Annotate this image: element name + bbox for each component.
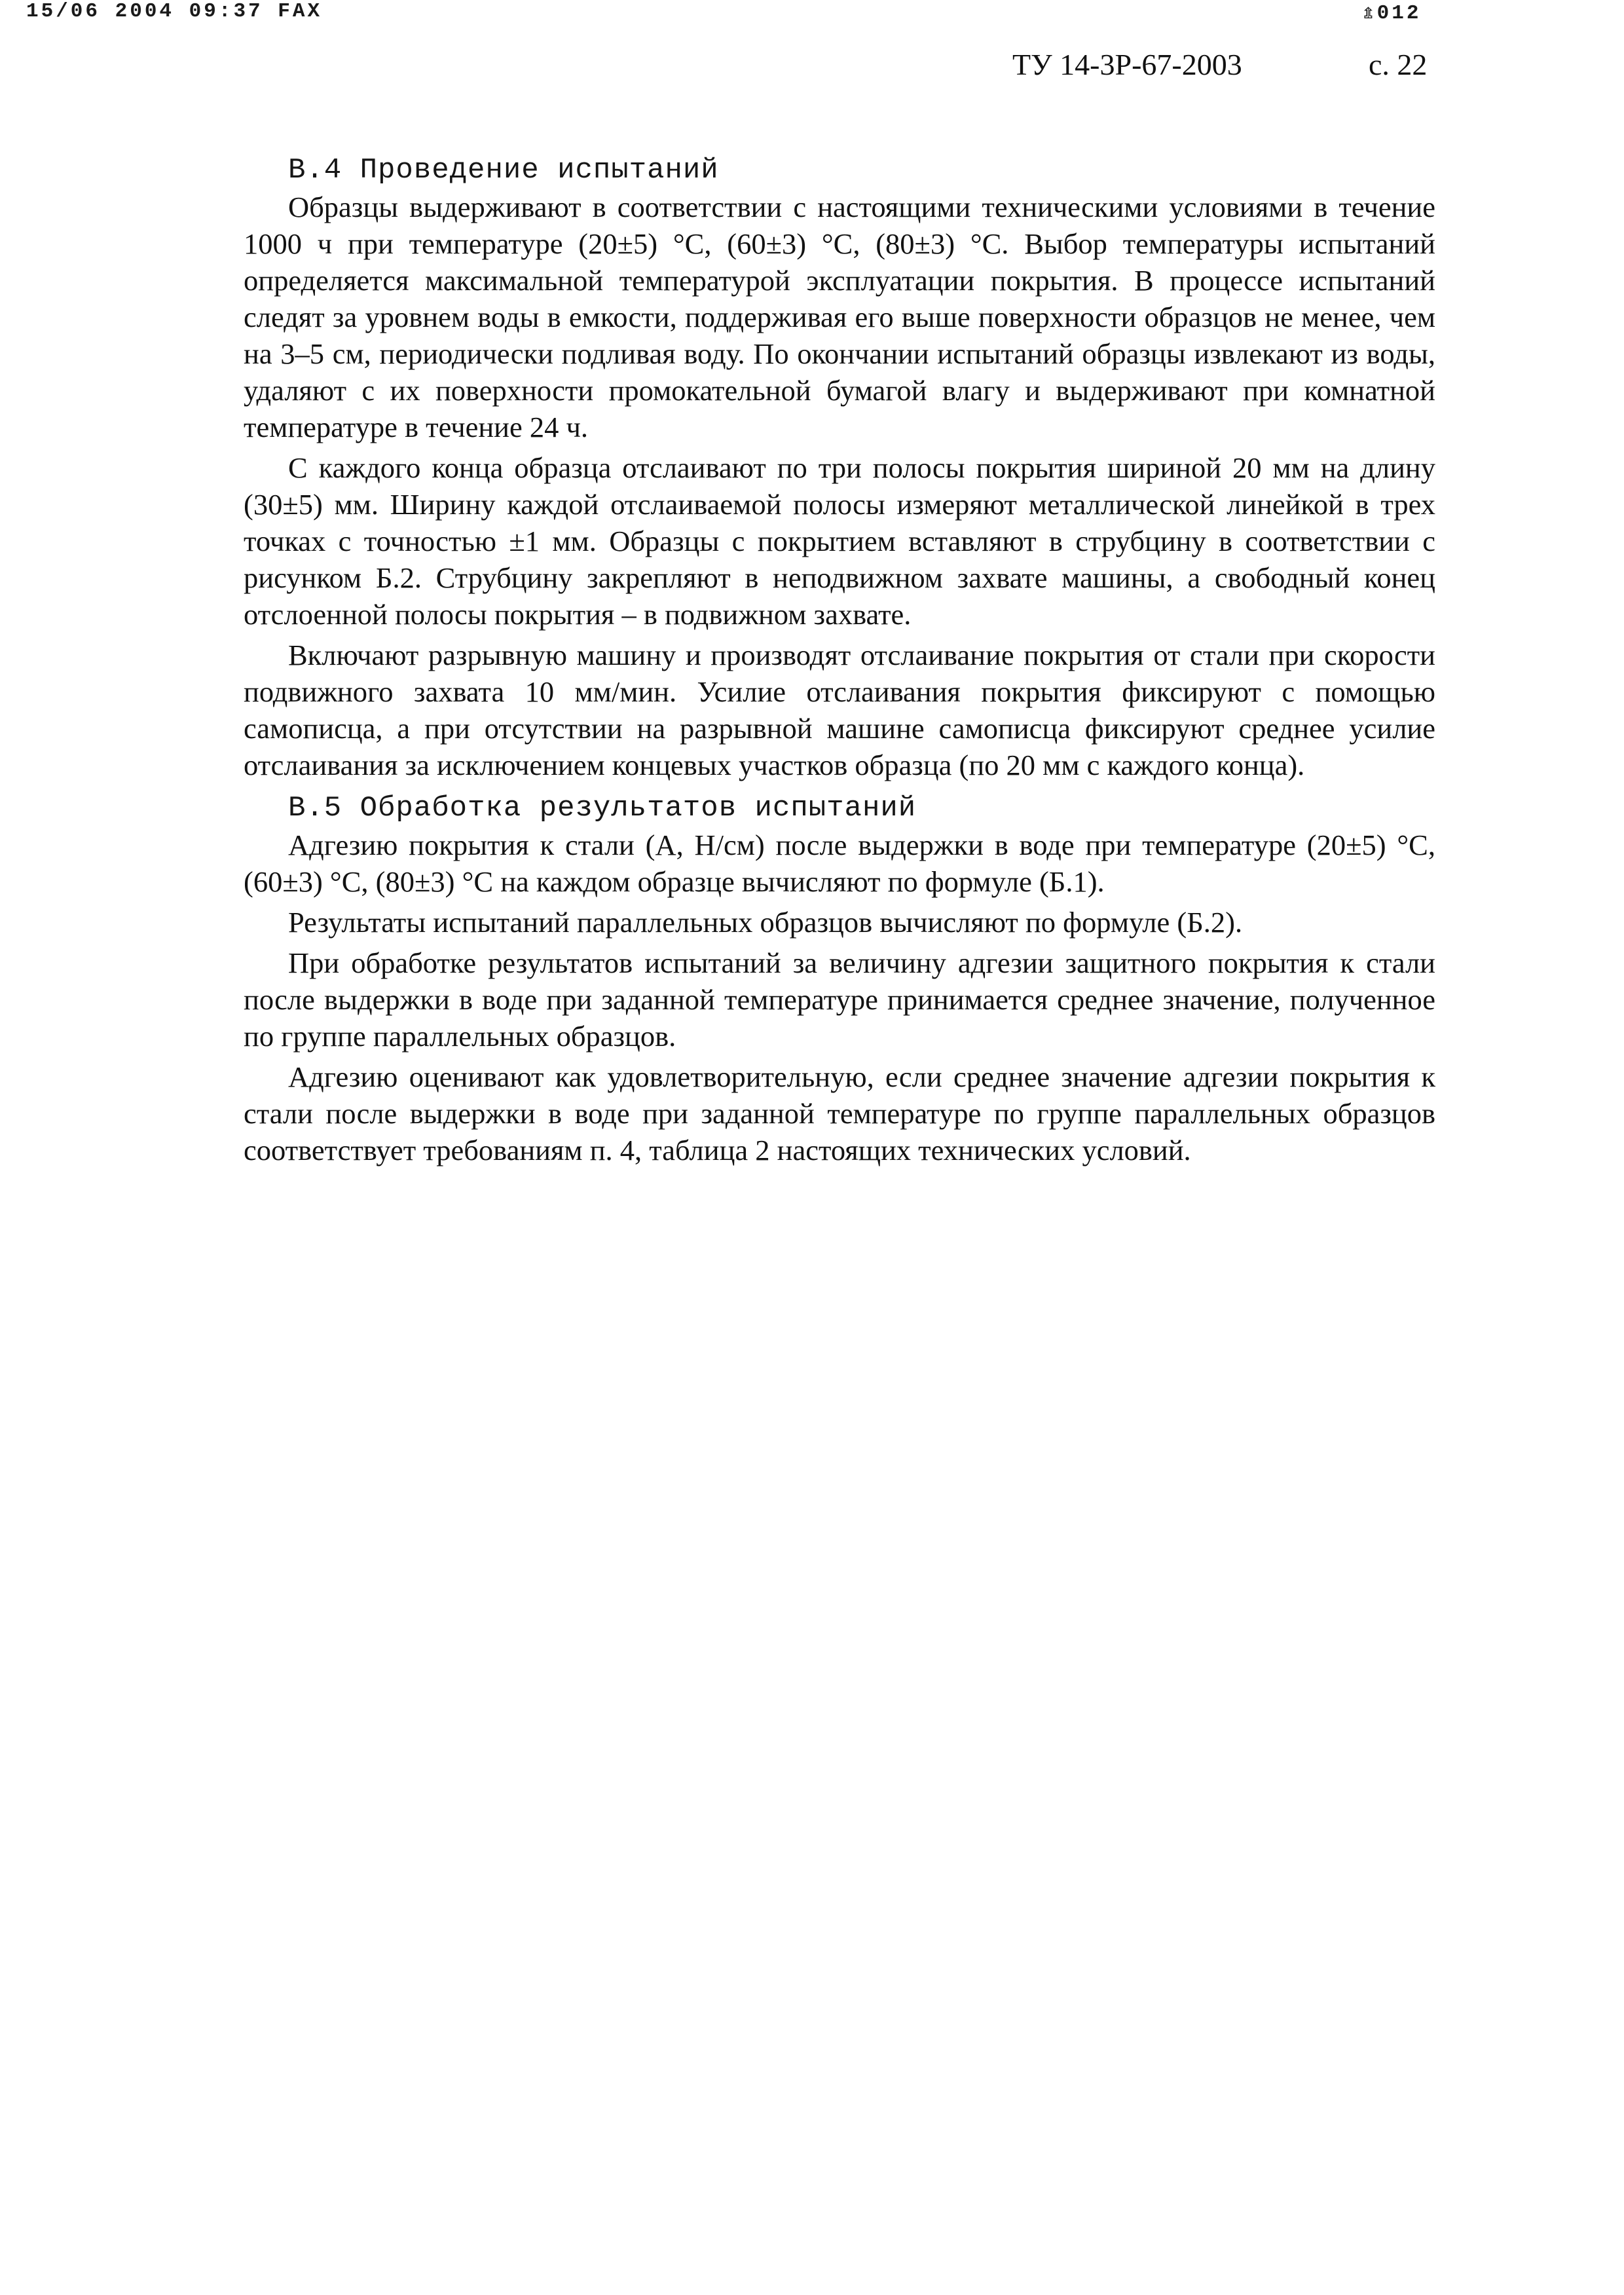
fax-timestamp: 15/06 2004 09:37 FAX [26, 0, 323, 23]
paragraph: При обработке результатов испытаний за величину адгезии защитного покрытия к стали после выдержки в воде при заданной температуре принимается среднее значение, полученное по группе параллельных образцов. [244, 946, 1435, 1053]
document-body [244, 152, 1435, 1168]
page-number: с. 22 [1369, 48, 1428, 81]
document-code: ТУ 14-3Р-67-2003 [1012, 48, 1242, 81]
fax-header [20, 0, 1604, 29]
section-heading: В.4 Проведение испытаний [288, 154, 719, 187]
section-heading: В.5 Обработка результатов испытаний [288, 792, 917, 825]
section-b5 [244, 790, 1435, 1168]
paragraph: С каждого конца образца отслаивают по три полосы покрытия шириной 20 мм на длину (30±5) мм. Ширину каждой отслаиваемой полосы измеряют металлической линейкой в трех точках с точностью ±1 мм. Образцы с покрытием вставляют в струбцину в соответствии с рисунком Б.2. Струбцину закрепляют в неподвижном захвате машины, а свободный конец отслоенной полосы покрытия – в подвижном захвате. [244, 451, 1435, 631]
section-b4 [244, 152, 1435, 783]
paragraph: Адгезию покрытия к стали (А, Н/см) после выдержки в воде при температуре (20±5) °С, (60±3) °С, (80±3) °С на каждом образце вычисляют по формуле (Б.1). [244, 829, 1435, 898]
paragraph: Результаты испытаний параллельных образцов вычисляют по формуле (Б.2). [288, 906, 1243, 939]
paragraph: Образцы выдерживают в соответствии с настоящими техническими условиями в течение 1000 ч при температуре (20±5) °С, (60±3) °С, (80±3) °С. Выбор температуры испытаний определяется максимальной температурой эксплуатации покрытия. В процессе испытаний следят за уровнем воды в емкости, поддерживая его выше поверхности образцов не менее, чем на 3–5 см, периодически подливая воду. По окончании испытаний образцы извлекают из воды, удаляют с их поверхности промокательной бумагой влагу и выдерживают при комнатной температуре в течение 24 ч. [244, 191, 1435, 443]
paragraph: Включают разрывную машину и производят отслаивание покрытия от стали при скорости подвижного захвата 10 мм/мин. Усилие отслаивания покрытия фиксируют с помощью самописца, а при отсутствии на разрывной машине самописца фиксируют среднее усилие отслаивания за исключением концевых участков образца (по 20 мм с каждого конца). [244, 639, 1435, 781]
fax-page-counter: ⇭012 [1362, 2, 1422, 25]
paragraph: Адгезию оценивают как удовлетворительную, если среднее значение адгезии покрытия к стали после выдержки в воде при заданной температуре по группе параллельных образцов соответствует требованиям п. 4, таблица 2 настоящих технических условий. [244, 1060, 1435, 1166]
